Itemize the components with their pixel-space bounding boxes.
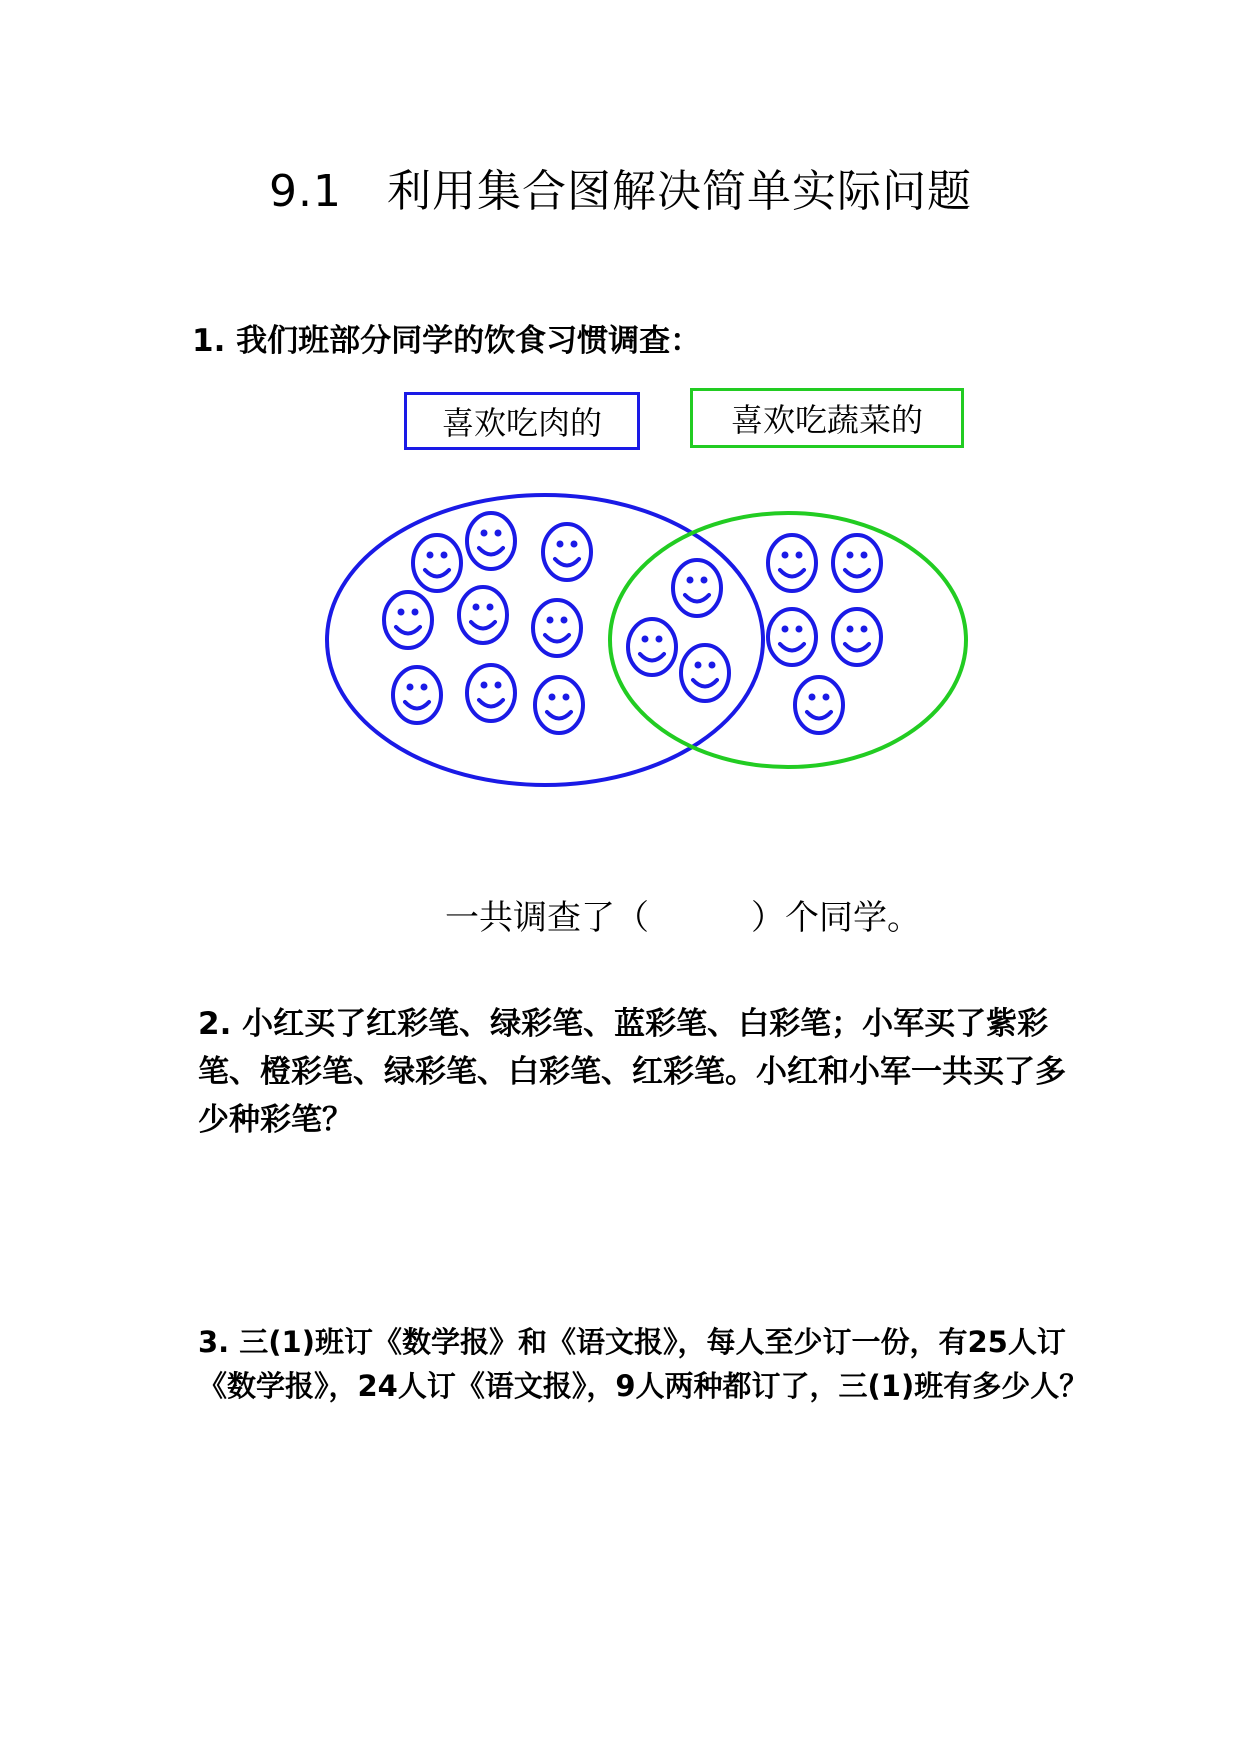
smiley-face-icon [413, 535, 461, 591]
smiley-face-icon [768, 609, 816, 665]
question-1-text: 1. 我们班部分同学的饮食习惯调查： [192, 323, 702, 359]
smiley-face-icon [535, 677, 583, 733]
smiley-face-icon [467, 665, 515, 721]
smiley-face-icon [628, 619, 676, 675]
smiley-face-icon [459, 587, 507, 643]
question-2-text: 2. 小红买了红彩笔、绿彩笔、蓝彩笔、白彩笔；小军买了紫彩笔、橙彩笔、绿彩笔、白彩笔、红彩笔。小红和小军一共买了多少种彩笔？ [198, 1006, 1066, 1138]
smiley-face-icon [833, 535, 881, 591]
question-1-answer-blank: 一共调查了（ ）个同学。 [445, 898, 921, 938]
smiley-face-icon [833, 609, 881, 665]
page-title: 9.1 利用集合图解决简单实际问题 [269, 166, 972, 217]
smiley-face-icon [768, 535, 816, 591]
smiley-face-icon [393, 667, 441, 723]
smiley-face-icon [384, 592, 432, 648]
smiley-face-icon [533, 600, 581, 656]
set-vegetables-ellipse [610, 513, 966, 767]
label-likes-meat-text: 喜欢吃肉的 [441, 404, 602, 442]
question-3-text: 3. 三(1)班订《数学报》和《语文报》，每人至少订一份，有25人订《数学报》，24人订《语文报》，9人两种都订了，三(1)班有多少人？ [198, 1325, 1089, 1403]
smiley-face-icon [543, 524, 591, 580]
smiley-face-icon [673, 560, 721, 616]
label-likes-vegetables-text: 喜欢吃蔬菜的 [730, 401, 923, 439]
smiley-face-icon [681, 645, 729, 701]
smiley-face-icon [467, 513, 515, 569]
smiley-face-icon [795, 677, 843, 733]
